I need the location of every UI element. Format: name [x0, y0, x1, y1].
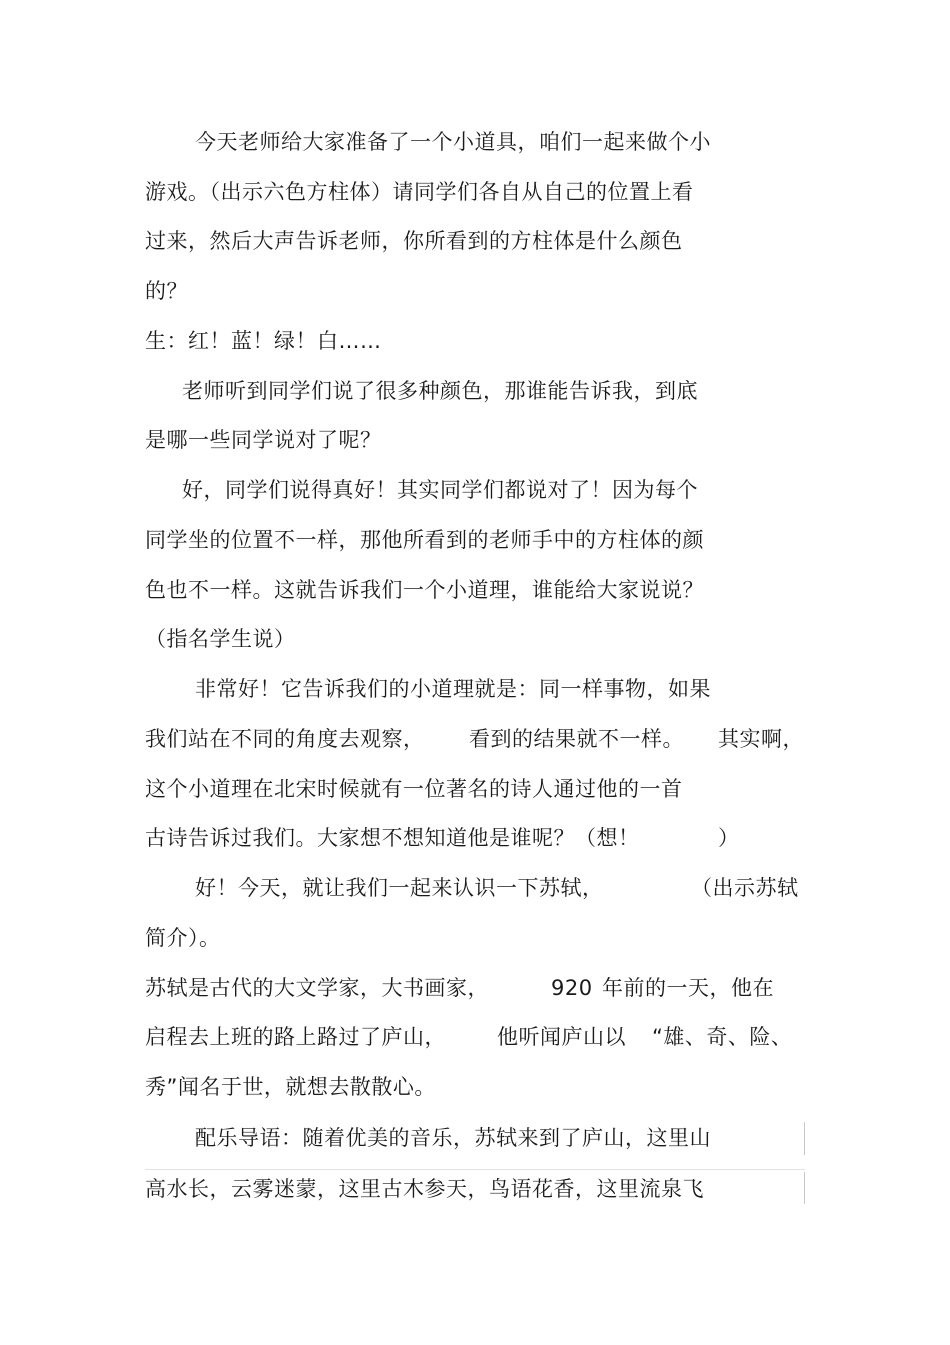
paragraph-line: 是哪一些同学说对了呢？	[145, 428, 382, 452]
paragraph-line: （出示苏轼	[691, 876, 799, 900]
paragraph-line: “雄、奇、险、	[652, 1025, 793, 1049]
paragraph-line: 我们站在不同的角度去观察，	[145, 727, 425, 751]
paragraph-line: 的？	[145, 279, 188, 303]
paragraph-line: 生：红！蓝！绿！白……	[145, 329, 382, 353]
paragraph-line: 过来，然后大声告诉老师，你所看到的方柱体是什么颜色	[145, 229, 683, 253]
paragraph-line: 年前的一天，他在	[602, 976, 774, 1000]
paragraph-line: 苏轼是古代的大文学家，大书画家，	[145, 976, 489, 1000]
paragraph-line: 同学坐的位置不一样，那他所看到的老师手中的方柱体的颜	[145, 528, 704, 552]
table-border-right	[804, 1122, 805, 1155]
paragraph-line: 古诗告诉过我们。大家想不想知道他是谁呢？（想！	[145, 826, 640, 850]
table-border-middle	[145, 1169, 805, 1170]
paragraph-line: 其实啊，	[718, 727, 804, 751]
table-border-right	[804, 1172, 805, 1204]
paragraph-line: 他听闻庐山以	[497, 1025, 626, 1049]
paragraph-line: 看到的结果就不一样。	[469, 727, 684, 751]
paragraph-line: 今天老师给大家准备了一个小道具，咱们一起来做个小	[195, 130, 711, 154]
paragraph-line: 色也不一样。这就告诉我们一个小道理，谁能给大家说说？	[145, 578, 704, 602]
paragraph-line: 好，同学们说得真好！其实同学们都说对了！因为每个	[182, 478, 698, 502]
paragraph-line: ）	[718, 826, 740, 850]
paragraph-line: 游戏。（出示六色方柱体）请同学们各自从自己的位置上看	[145, 180, 694, 204]
paragraph-line: 秀”闻名于世，就想去散散心。	[145, 1075, 436, 1099]
paragraph-line: 简介）。	[145, 926, 221, 950]
paragraph-line: 这个小道理在北宋时候就有一位著名的诗人通过他的一首	[145, 777, 683, 801]
paragraph-line: 老师听到同学们说了很多种颜色，那谁能告诉我，到底	[182, 379, 698, 403]
paragraph-line: 配乐导语：随着优美的音乐，苏轼来到了庐山，这里山	[195, 1126, 711, 1150]
paragraph-line: 920	[551, 976, 593, 1000]
paragraph-line: 高水长，云雾迷蒙，这里古木参天，鸟语花香，这里流泉飞	[145, 1177, 704, 1201]
paragraph-line: 好！今天，就让我们一起来认识一下苏轼，	[195, 876, 604, 900]
paragraph-line: 启程去上班的路上路过了庐山，	[145, 1025, 446, 1049]
paragraph-line: （指名学生说）	[145, 627, 296, 651]
paragraph-line: 非常好！它告诉我们的小道理就是：同一样事物，如果	[195, 677, 711, 701]
